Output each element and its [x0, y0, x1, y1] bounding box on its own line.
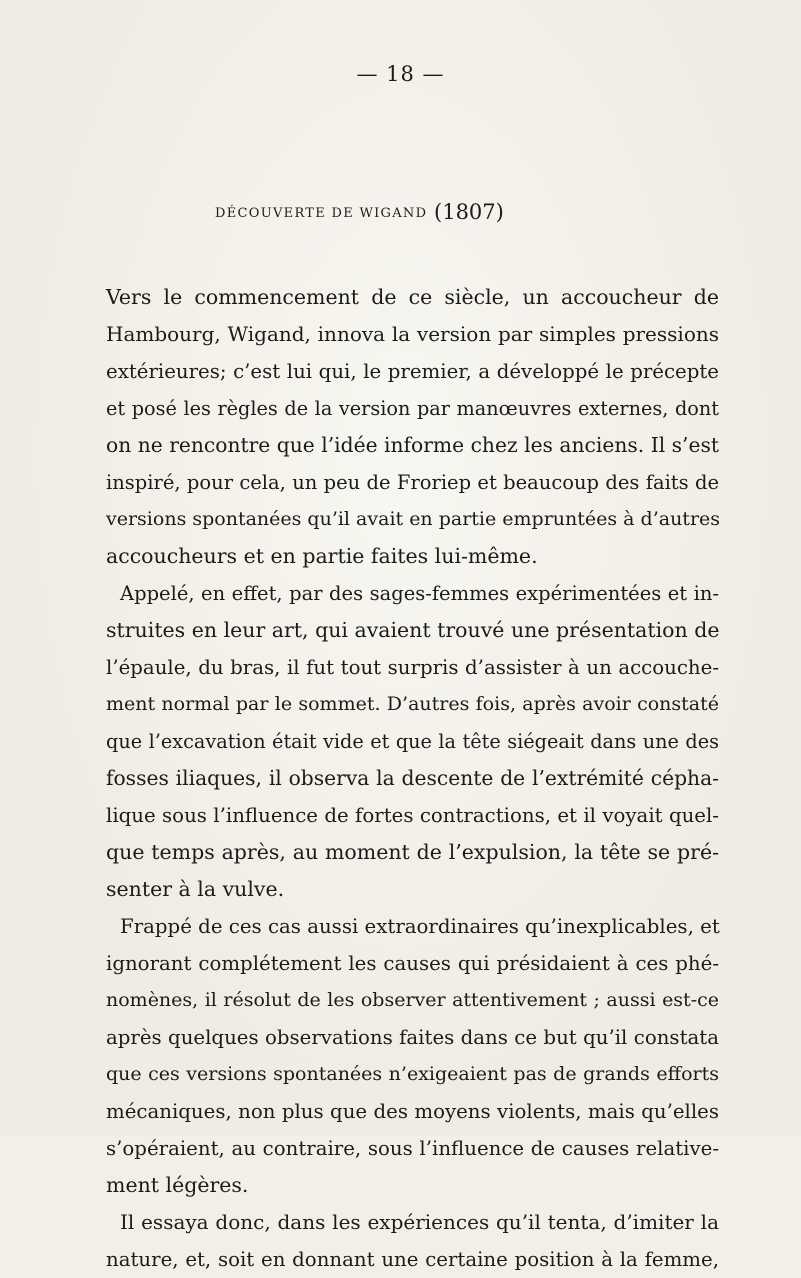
body-text [106, 279, 719, 1278]
text-line: versions spontanées qu’il avait en partie empruntées à d’autres [106, 508, 721, 530]
text-line: mécaniques, non plus que des moyens violents, mais qu’elles [106, 1100, 719, 1123]
page-number: — 18 — [356, 62, 445, 86]
text-line: Hambourg, Wigand, innova la version par simples pressions [106, 322, 719, 346]
text-line: Il essaya donc, dans les expériences qu’il tenta, d’imiter la [120, 1210, 719, 1234]
text-line: Frappé de ces cas aussi extraordinaires qu’inexplicables, et [120, 915, 720, 938]
text-line: s’opéraient, au contraire, sous l’influence de causes relative- [106, 1137, 719, 1160]
text-line: ignorant complétement les causes qui présidaient à ces phé- [106, 952, 719, 975]
text-line: extérieures; c’est lui qui, le premier, a développé le précepte [106, 360, 719, 383]
text-line: et posé les règles de la version par manœuvres externes, dont [106, 397, 719, 420]
text-line: lique sous l’influence de fortes contractions, et il voyait quel- [106, 804, 719, 827]
text-line: nature, et, soit en donnant une certaine position à la femme, [106, 1248, 719, 1271]
text-line: fosses iliaques, il observa la descente de l’extrémité cépha- [106, 766, 719, 790]
text-line: que ces versions spontanées n’exigeaient pas de grands efforts [106, 1063, 719, 1085]
text-line: que temps après, au moment de l’expulsion, la tête se pré- [106, 840, 719, 864]
text-line: l’épaule, du bras, il fut tout surpris d’assister à un accouche- [106, 656, 719, 679]
text-line: que l’excavation était vide et que la tête siégeait dans une des [106, 730, 719, 753]
text-line: après quelques observations faites dans ce but qu’il constata [106, 1026, 719, 1049]
text-line: ment légères. [106, 1173, 249, 1197]
text-line: nomènes, il résolut de les observer attentivement ; aussi est-ce [106, 989, 719, 1011]
text-line: Vers le commencement de ce siècle, un accoucheur de [106, 285, 719, 309]
text-line: struites en leur art, qui avaient trouvé une présentation de [106, 618, 720, 642]
section-heading-year: (1807) [434, 200, 504, 224]
section-heading [215, 200, 655, 224]
text-line: Appelé, en effet, par des sages-femmes expérimentées et in- [120, 582, 719, 605]
text-line: accoucheurs et en partie faites lui-même. [106, 544, 538, 568]
text-line: inspiré, pour cela, un peu de Froriep et beaucoup des faits de [106, 471, 719, 494]
section-heading-title: DÉCOUVERTE DE WIGAND [215, 206, 428, 221]
text-line: on ne rencontre que l’idée informe chez les anciens. Il s’est [106, 433, 719, 457]
text-line: ment normal par le sommet. D’autres fois, après avoir constaté [106, 693, 719, 715]
text-line: senter à la vulve. [106, 877, 285, 901]
